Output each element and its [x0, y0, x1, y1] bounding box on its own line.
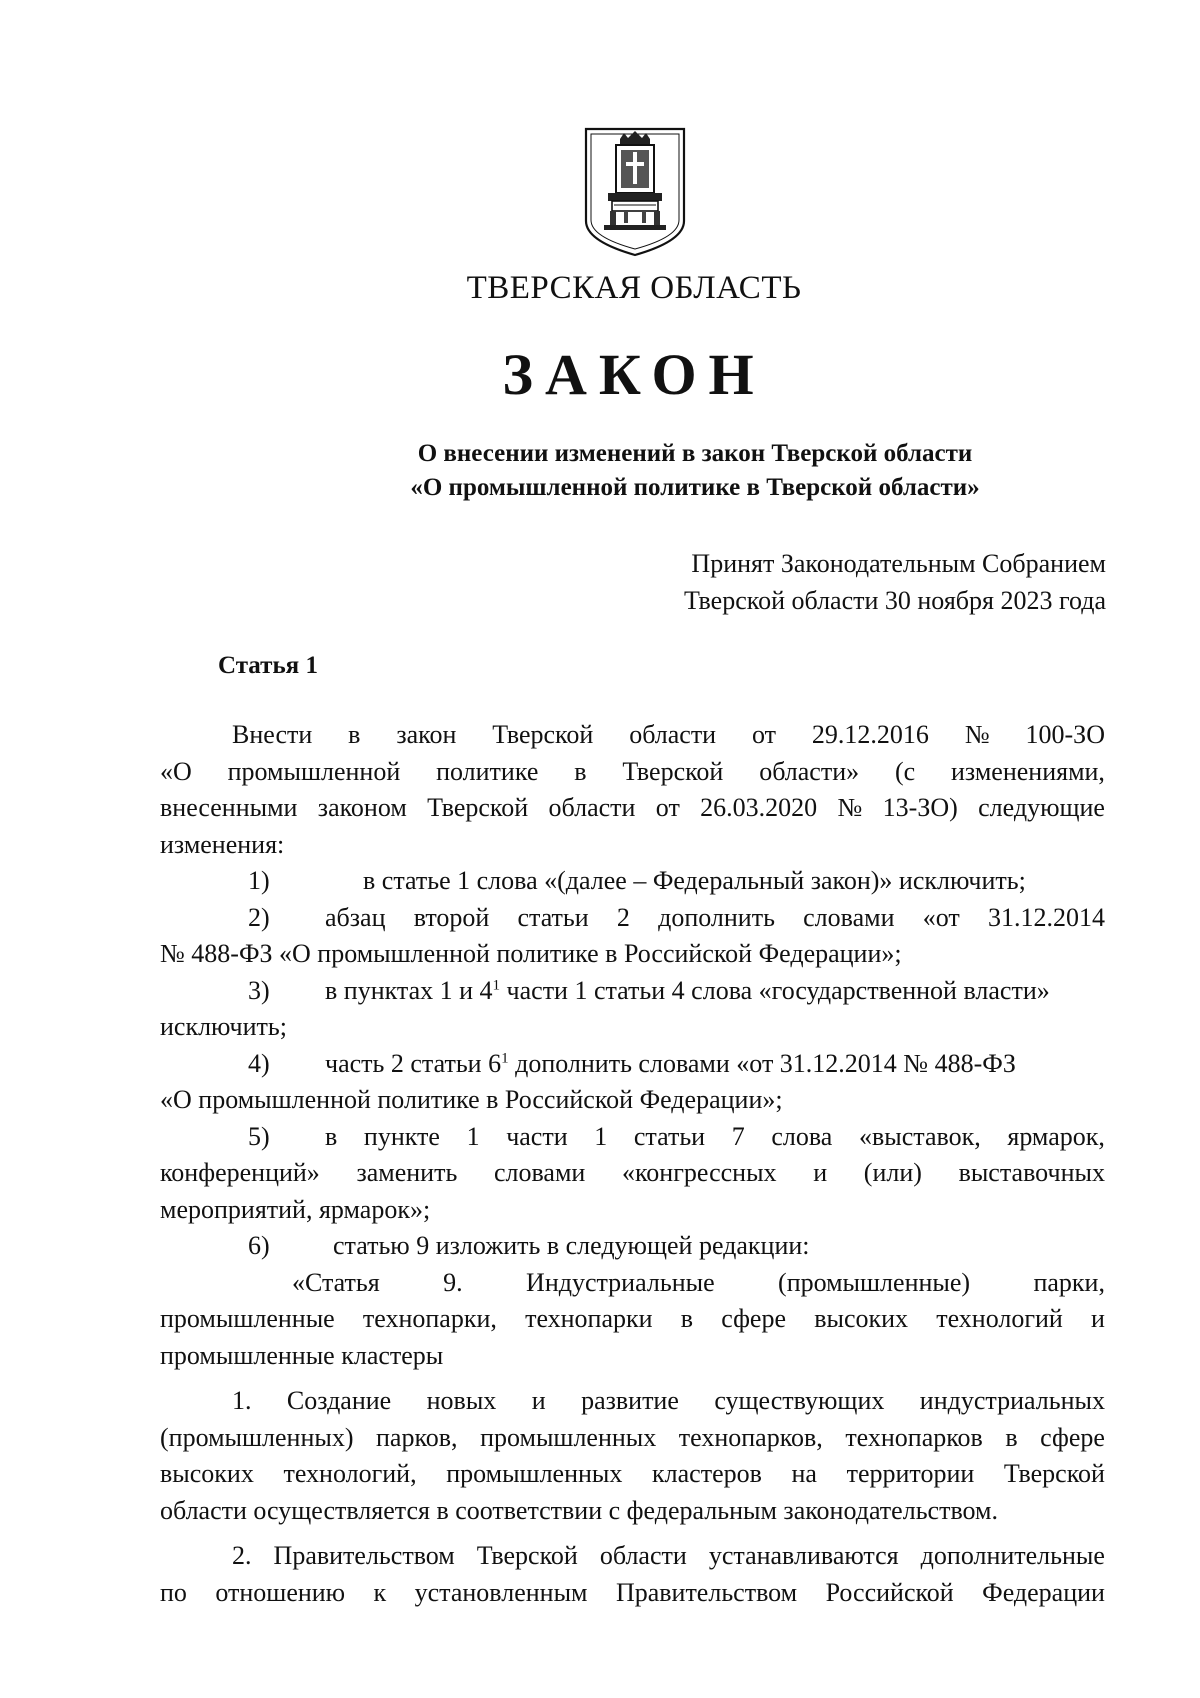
item-number: 3): [248, 975, 270, 1005]
spacer: [160, 1529, 1105, 1538]
word: (промышленных): [160, 1422, 354, 1452]
item-number: 4): [248, 1048, 270, 1078]
text-segment: промышленные кластеры: [160, 1340, 444, 1370]
word: Внести: [232, 720, 313, 749]
text-line: [160, 1301, 1105, 1338]
text-line: [160, 1456, 1105, 1493]
word: закон: [396, 720, 457, 749]
word: 13-ЗО): [882, 793, 958, 822]
item-number: 6): [248, 1231, 270, 1260]
word: от: [655, 793, 680, 822]
word: технопарки,: [362, 1304, 497, 1333]
word: 29.12.2016: [811, 720, 929, 749]
word: конференций»: [160, 1158, 320, 1187]
item-text: в статье 1 слова «(далее – Федеральный закон)» исключить;: [363, 866, 1026, 895]
word: в: [680, 1304, 694, 1333]
text-line: [160, 1265, 1105, 1302]
superscript: 1: [492, 976, 501, 993]
word: технологий: [936, 1304, 1063, 1333]
word: ярмарок,: [1007, 1121, 1105, 1151]
word: высоких: [160, 1459, 254, 1488]
word: Правительством: [273, 1541, 455, 1570]
text-segment: области осуществляется в соответствии с федеральным законодательством.: [160, 1495, 999, 1525]
adoption-note: [684, 545, 1106, 619]
word: технопарков,: [678, 1422, 823, 1452]
word: области: [548, 793, 636, 822]
justified-text: [232, 1538, 1105, 1575]
word: №: [837, 793, 863, 822]
word: в: [574, 756, 587, 786]
list-item: [160, 900, 1105, 937]
list-item: [160, 1046, 1105, 1083]
text-segment: мероприятий, ярмарок»;: [160, 1194, 431, 1224]
item-text: [325, 1046, 1105, 1083]
word: сфере: [721, 1304, 787, 1333]
word: Правительством: [615, 1577, 798, 1607]
word: на: [791, 1459, 817, 1488]
text-line: [160, 717, 1105, 754]
text-line: [160, 1155, 1105, 1192]
word: технологий,: [283, 1459, 417, 1488]
word: словами: [493, 1158, 586, 1187]
list-item: [160, 1119, 1105, 1156]
article-heading: Статья 1: [218, 652, 318, 679]
justified-text: [325, 900, 1105, 937]
word: второй: [413, 902, 490, 932]
justified-text: [292, 1265, 1105, 1302]
text-segment: № 488-ФЗ «О промышленной политике в Российской Федерации»;: [160, 939, 902, 968]
word: Тверской: [1003, 1459, 1105, 1488]
justified-text: [160, 1155, 1105, 1192]
word: выставочных: [958, 1158, 1105, 1187]
list-item: [160, 863, 1105, 900]
word: существующих: [714, 1386, 885, 1415]
item-number: 5): [248, 1121, 270, 1151]
item-text: [325, 973, 1105, 1010]
word: 100-ЗО: [1025, 720, 1105, 749]
title-line: О внесении изменений в закон Тверской области: [417, 440, 973, 467]
word: «выставок,: [858, 1121, 981, 1151]
justified-text: [160, 790, 1105, 827]
word: кластеров: [652, 1459, 762, 1488]
word: внесенными: [160, 793, 298, 822]
word: и: [813, 1158, 828, 1187]
word: технопарки: [525, 1304, 653, 1333]
word: заменить: [356, 1158, 458, 1187]
justified-text: [160, 754, 1105, 791]
word: территории: [846, 1459, 975, 1488]
word: в: [348, 720, 361, 749]
text-line: [160, 1420, 1105, 1457]
word: Тверской: [622, 756, 724, 786]
word: сфере: [1040, 1422, 1105, 1452]
word: следующие: [978, 793, 1105, 822]
item-number: 1): [248, 866, 270, 895]
word: дополнительные: [920, 1541, 1105, 1570]
word: 26.03.2020: [700, 793, 818, 822]
word: Индустриальные: [526, 1267, 715, 1297]
word: (или): [863, 1158, 922, 1187]
text-segment: в пунктах 1 и 4: [325, 975, 493, 1005]
word: 2.: [232, 1541, 252, 1570]
superscript: 1: [501, 1049, 509, 1066]
word: промышленные: [160, 1304, 335, 1333]
adoption-line: Тверской области 30 ноября 2023 года: [683, 586, 1106, 615]
text-line: [160, 1493, 1105, 1530]
word: установленным: [414, 1577, 588, 1607]
text-segment: часть 2 статьи 6: [325, 1048, 502, 1078]
text-line: [160, 754, 1105, 791]
word: слова: [771, 1121, 833, 1151]
word: абзац: [325, 902, 386, 932]
word: в: [1005, 1422, 1018, 1452]
justified-text: [160, 1575, 1105, 1612]
text-line: [160, 790, 1105, 827]
word: промышленной: [227, 756, 401, 786]
list-item: [160, 973, 1105, 1010]
spacer: [160, 1374, 1105, 1383]
text-line: [160, 1383, 1105, 1420]
word: технопарков: [845, 1422, 983, 1452]
word: в: [325, 1121, 338, 1151]
text-segment: части 1 статьи 4 слова «государственной власти»: [500, 975, 1050, 1005]
word: отношению: [215, 1577, 346, 1607]
word: парки,: [1033, 1267, 1105, 1297]
word: от: [752, 720, 777, 749]
word: высоких: [814, 1304, 909, 1333]
text-line: [160, 1192, 1105, 1229]
word: Федерации: [982, 1577, 1105, 1607]
word: Тверской: [476, 1541, 578, 1570]
word: дополнить: [658, 902, 775, 932]
text-line: [160, 827, 1105, 864]
text-line: [160, 1538, 1105, 1575]
word: Тверской: [427, 793, 529, 822]
document-title: [300, 437, 1090, 505]
justified-text: [232, 717, 1105, 754]
article-body: [160, 717, 1105, 1611]
text-line: [160, 936, 1105, 973]
justified-text: [325, 1119, 1105, 1156]
justified-text: [160, 1456, 1105, 1493]
word: Создание: [286, 1386, 392, 1415]
word: Тверской: [492, 720, 594, 749]
word: статьи: [633, 1121, 706, 1151]
word: изменениями,: [951, 756, 1105, 786]
text-line: [160, 1575, 1105, 1612]
justified-text: [160, 1420, 1105, 1457]
word: новых: [426, 1386, 497, 1415]
word: 1: [594, 1121, 608, 1151]
word: Российской: [825, 1577, 954, 1607]
word: промышленных: [480, 1422, 657, 1452]
word: «конгрессных: [622, 1158, 777, 1187]
document-type: ЗАКОН: [502, 342, 766, 407]
justified-text: [232, 1383, 1105, 1420]
region-name: ТВЕРСКАЯ ОБЛАСТЬ: [466, 270, 802, 306]
word: статьи: [517, 902, 589, 932]
word: 31.12.2014: [987, 902, 1105, 932]
text-line: [160, 1338, 1105, 1375]
word: (с: [894, 756, 916, 786]
word: области»: [759, 756, 860, 786]
word: законом: [317, 793, 407, 822]
item-number: 2): [248, 902, 270, 932]
word: к: [373, 1577, 387, 1607]
text-segment: дополнить словами «от 31.12.2014 № 488-ФЗ: [508, 1048, 1016, 1078]
text-segment: «О промышленной политике в Российской Федерации»;: [160, 1085, 783, 1114]
word: области: [599, 1541, 687, 1570]
word: 7: [731, 1121, 745, 1151]
word: 1.: [232, 1386, 252, 1415]
list-item: [160, 1228, 1105, 1265]
word: устанавливаются: [708, 1541, 899, 1570]
word: (промышленные): [778, 1267, 971, 1297]
text-segment: изменения:: [160, 829, 285, 859]
word: «от: [922, 902, 960, 932]
word: индустриальных: [919, 1386, 1105, 1415]
adoption-line: Принят Законодательным Собранием: [691, 549, 1106, 578]
word: парков,: [376, 1422, 458, 1452]
word: развитие: [581, 1386, 679, 1415]
word: пункте: [363, 1121, 440, 1151]
coat-of-arms-emblem: [582, 125, 688, 259]
word: «О: [160, 756, 192, 786]
word: словами: [803, 902, 895, 932]
word: «Статья: [292, 1267, 380, 1297]
word: части: [506, 1121, 568, 1151]
word: области: [629, 720, 717, 749]
justified-text: [160, 1301, 1105, 1338]
text-line: [160, 1082, 1105, 1119]
item-text: статью 9 изложить в следующей редакции:: [333, 1231, 810, 1260]
word: 2: [616, 902, 630, 932]
title-line: «О промышленной политике в Тверской области»: [410, 474, 980, 501]
word: промышленных: [446, 1459, 623, 1488]
word: по: [160, 1577, 187, 1607]
text-line: [160, 1009, 1105, 1046]
word: политике: [436, 756, 539, 786]
word: и: [1091, 1304, 1105, 1333]
word: 9.: [443, 1267, 463, 1297]
word: 1: [466, 1121, 480, 1151]
text-segment: исключить;: [160, 1012, 287, 1041]
word: и: [531, 1386, 546, 1415]
word: №: [964, 720, 990, 749]
